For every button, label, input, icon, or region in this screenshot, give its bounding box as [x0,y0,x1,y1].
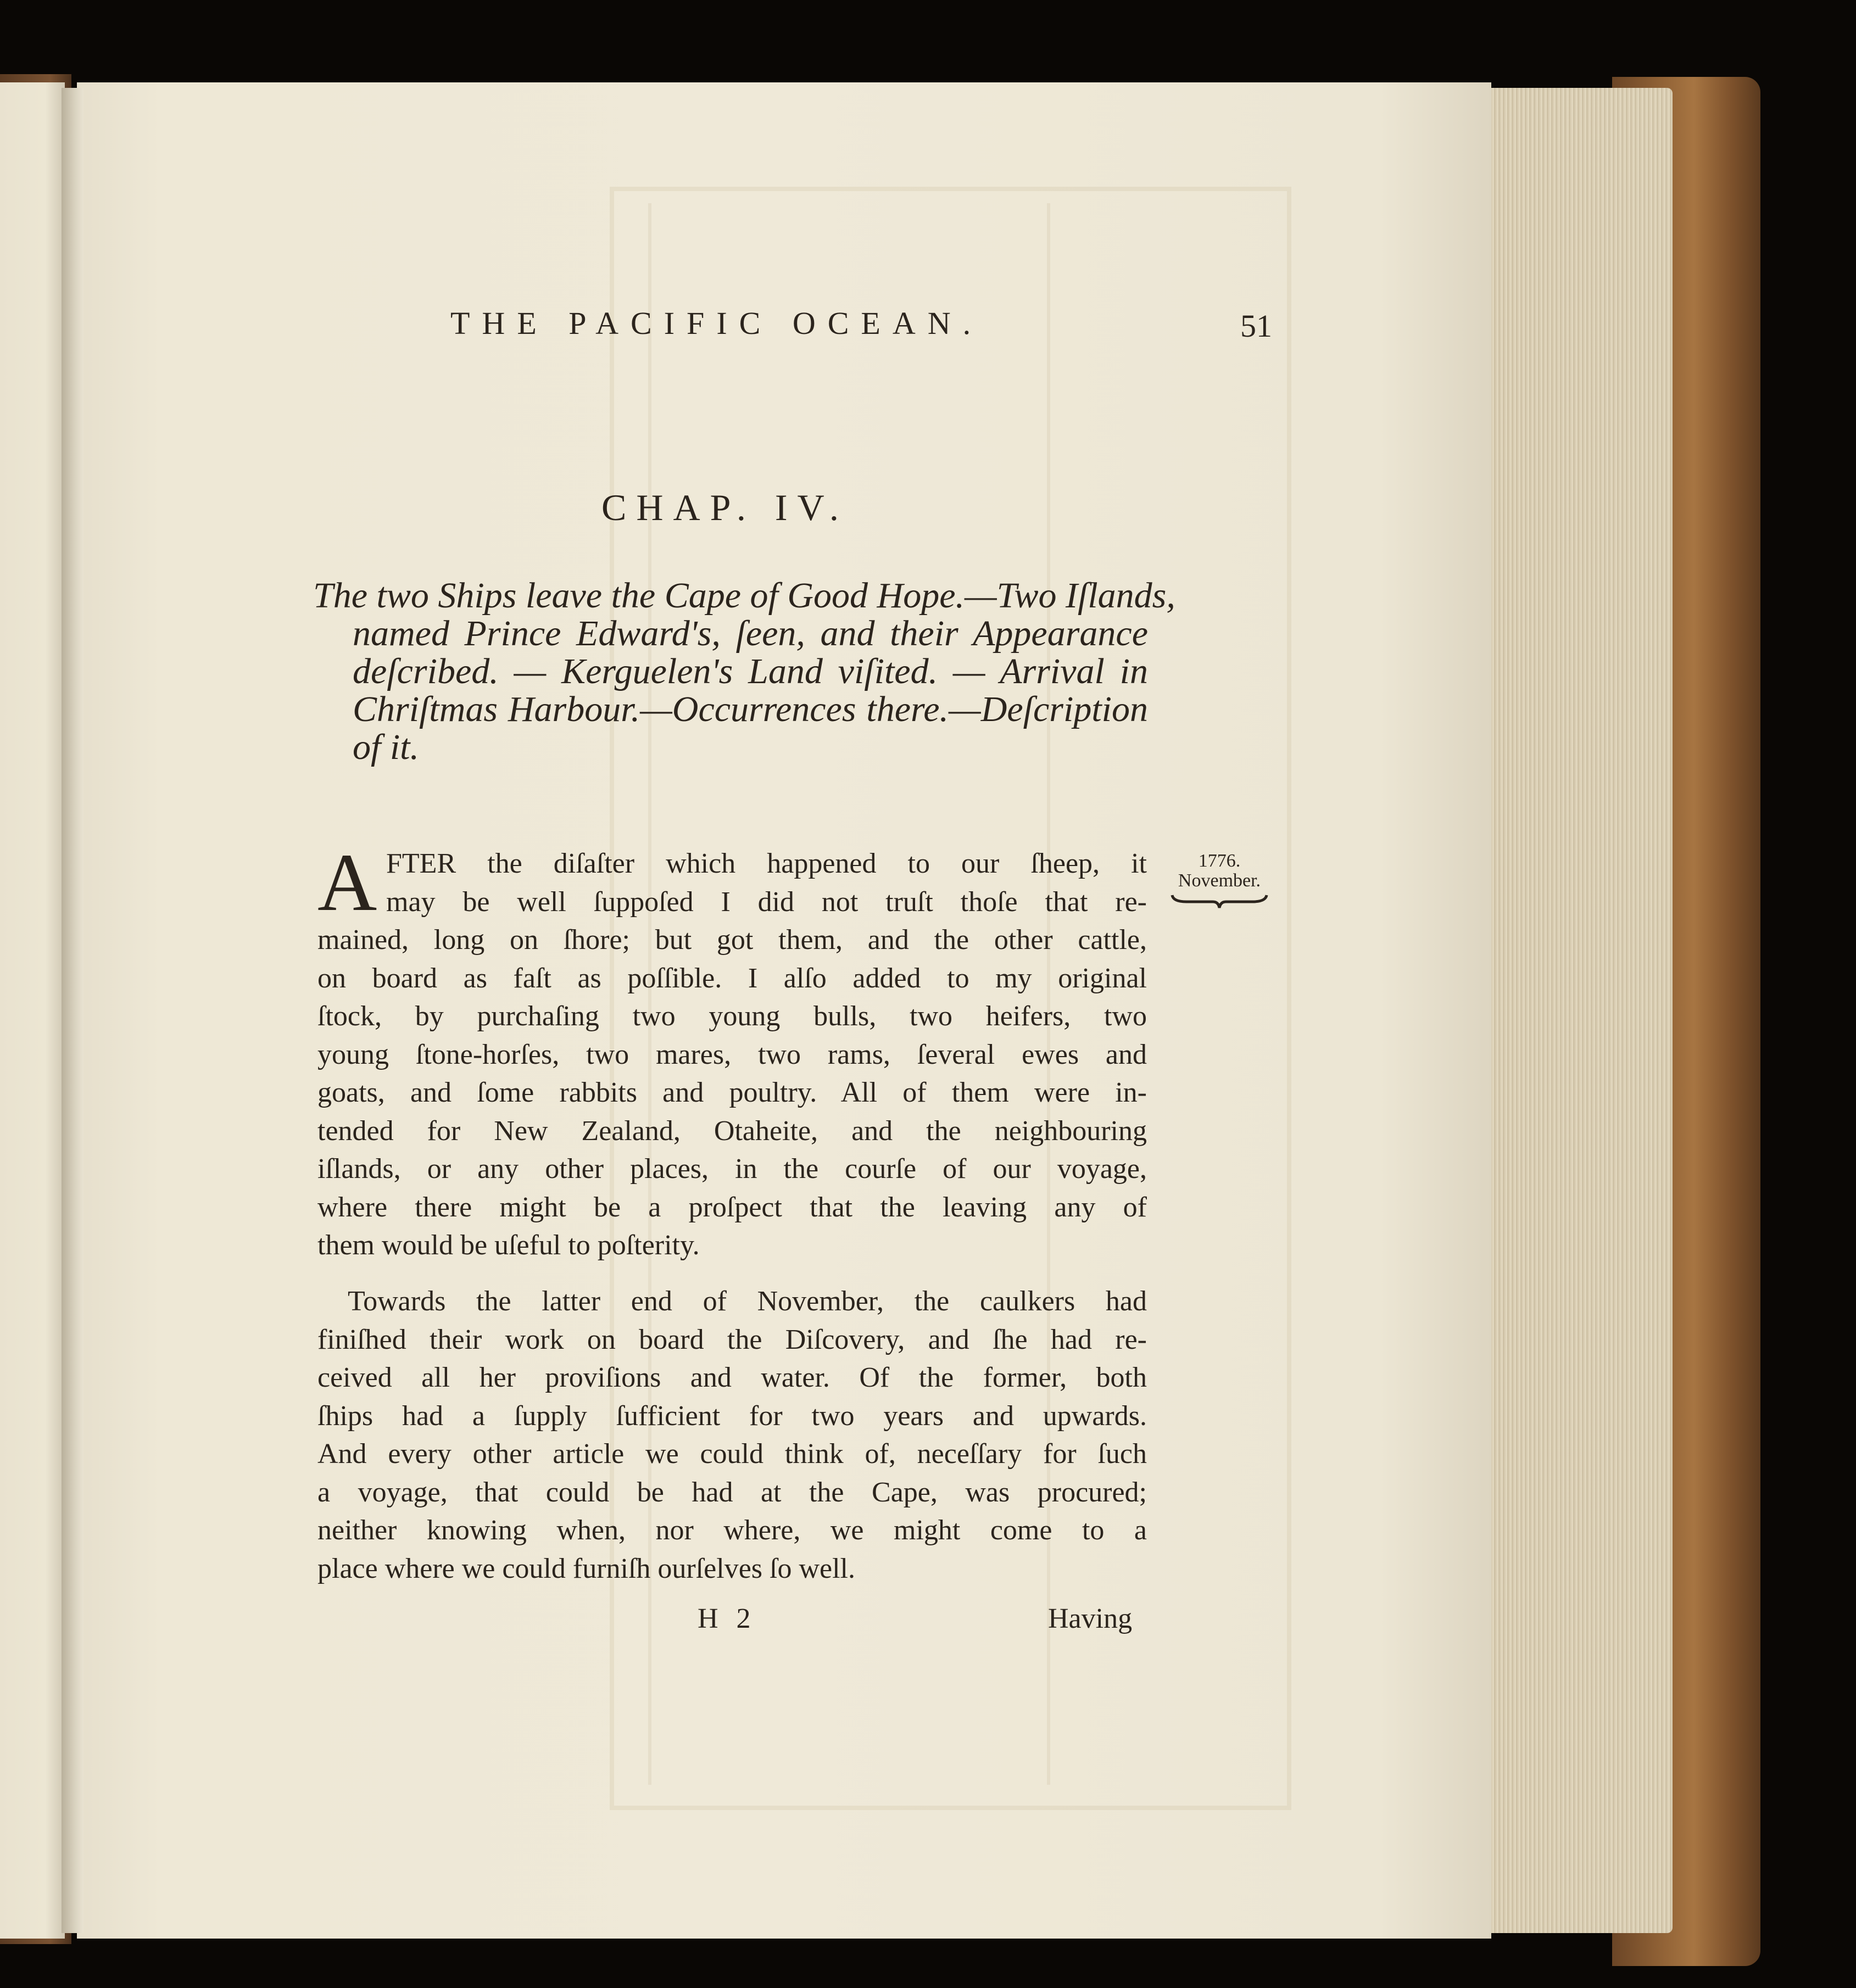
summary-line: deſcribed. — Kerguelen's Land viſited. — Arrival in [353,651,1148,691]
text-line: mained, long on ſhore; but got them, and the other cattle, [317,924,1147,956]
summary-line: named Prince Edward's, ſeen, and their Appearance [353,613,1148,654]
chapter-summary [313,576,1175,767]
text-line: where there might be a proſpect that the leaving any of [317,1191,1147,1223]
paragraph-2 [317,1282,1147,1588]
left-page-edge [0,82,65,1939]
text-line: ſhips had a ſupply ſufficient for two years and upwards. [317,1400,1147,1432]
text-line: Towards the latter end of November, the caulkers had [348,1286,1147,1317]
page-number: 51 [1240,308,1272,344]
text-line: them would be uſeful to poſterity. [317,1230,700,1261]
chapter-title: CHAP. IV. [601,487,849,528]
text-line: a voyage, that could be had at the Cape, was procured; [317,1476,1147,1508]
text-line: iſlands, or any other places, in the courſe of our voyage, [317,1153,1147,1185]
text-line: ceived all her proviſions and water. Of the former, both [317,1362,1147,1393]
text-line: tended for New Zealand, Otaheite, and the neighbouring [317,1115,1147,1147]
text-line: And every other article we could think of, neceſſary for ſuch [317,1438,1147,1470]
signature-mark: H 2 [698,1603,756,1634]
summary-line: of it. [353,727,420,767]
catchword: Having [1048,1603,1133,1634]
text-line: may be well ſuppoſed I did not truſt thoſe that re- [386,886,1147,918]
summary-line: The two Ships leave the Cape of Good Hope.—Two Iſlands, [313,576,1175,616]
paragraph-1 [317,845,1147,1265]
running-head: THE PACIFIC OCEAN. [450,305,983,341]
text-line: ſtock, by purchaſing two young bulls, two heifers, two [317,1001,1147,1032]
summary-line: Chriſtmas Harbour.—Occurrences there.—Deſcription [353,689,1148,729]
drop-cap: A [317,837,377,928]
margin-date-note [1164,851,1274,909]
page-block-edges [1483,88,1673,1933]
margin-year: 1776. [1198,851,1241,871]
gutter-shadow [62,88,83,1933]
text-line: goats, and ſome rabbits and poultry. All of them were in- [317,1077,1147,1108]
text-line: FTER the diſaſter which happened to our ſheep, it [386,848,1147,879]
margin-month: November. [1178,870,1261,891]
text-line: finiſhed their work on board the Diſcovery, and ſhe had re- [317,1324,1147,1355]
text-line: on board as faſt as poſſible. I alſo added to my original [317,962,1147,994]
brace-icon [1170,893,1269,909]
text-line: young ſtone-horſes, two mares, two rams, ſeveral ewes and [317,1038,1147,1070]
text-line: neither knowing when, nor where, we might come to a [317,1515,1147,1546]
text-line: place where we could furniſh ourſelves ſo well. [317,1553,855,1584]
